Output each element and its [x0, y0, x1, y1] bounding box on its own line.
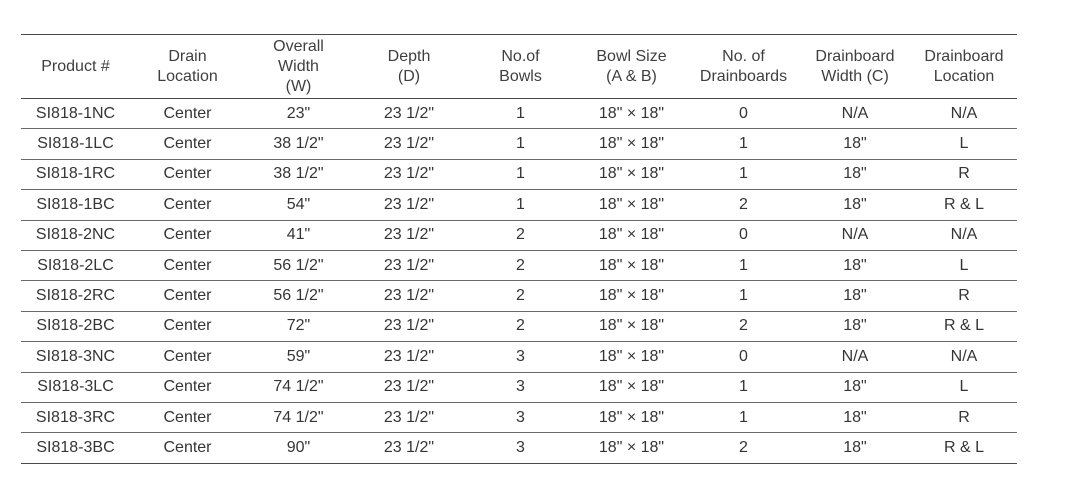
- cell-depth: 23 1/2": [352, 220, 466, 250]
- cell-drain-location: Center: [130, 311, 245, 341]
- column-header-bowl-size: [575, 35, 688, 99]
- cell-bowl-size: 18" × 18": [575, 220, 688, 250]
- cell-drain-location: Center: [130, 281, 245, 311]
- cell-drainboard-location: R & L: [911, 311, 1017, 341]
- column-header-number-of-drainboards: [688, 35, 799, 99]
- cell-drain-location: Center: [130, 99, 245, 129]
- cell-drain-location: Center: [130, 220, 245, 250]
- column-header-text: Depth: [387, 47, 431, 65]
- cell-bowl-size: 18" × 18": [575, 433, 688, 463]
- cell-depth: 23 1/2": [352, 433, 466, 463]
- cell-product-number: SI818-2NC: [21, 220, 130, 250]
- cell-product-number: SI818-1RC: [21, 159, 130, 189]
- cell-product-number: SI818-2RC: [21, 281, 130, 311]
- cell-number-of-bowls: 1: [466, 129, 575, 159]
- cell-drainboard-width: 18": [799, 190, 911, 220]
- cell-number-of-drainboards: 0: [688, 220, 799, 250]
- cell-drain-location: Center: [130, 402, 245, 432]
- cell-bowl-size: 18" × 18": [575, 281, 688, 311]
- cell-bowl-size: 18" × 18": [575, 129, 688, 159]
- cell-number-of-drainboards: 0: [688, 342, 799, 372]
- column-header-text: (A & B): [606, 67, 657, 85]
- cell-drainboard-location: R: [911, 159, 1017, 189]
- cell-bowl-size: 18" × 18": [575, 250, 688, 280]
- cell-number-of-bowls: 3: [466, 372, 575, 402]
- cell-bowl-size: 18" × 18": [575, 311, 688, 341]
- cell-drain-location: Center: [130, 342, 245, 372]
- table-row: [21, 402, 1017, 432]
- cell-depth: 23 1/2": [352, 281, 466, 311]
- cell-depth: 23 1/2": [352, 311, 466, 341]
- column-header-text: Width: [278, 57, 319, 75]
- table-row: [21, 311, 1017, 341]
- cell-product-number: SI818-2BC: [21, 311, 130, 341]
- cell-drainboard-width: N/A: [799, 342, 911, 372]
- cell-drainboard-location: L: [911, 250, 1017, 280]
- column-header-text: Product #: [41, 57, 110, 75]
- cell-product-number: SI818-3NC: [21, 342, 130, 372]
- cell-drainboard-location: R & L: [911, 190, 1017, 220]
- cell-overall-width: 38 1/2": [245, 159, 352, 189]
- cell-overall-width: 23": [245, 99, 352, 129]
- column-header-text: (D): [397, 67, 421, 85]
- cell-depth: 23 1/2": [352, 402, 466, 432]
- cell-number-of-bowls: 3: [466, 402, 575, 432]
- table-row: [21, 433, 1017, 463]
- cell-overall-width: 41": [245, 220, 352, 250]
- column-header-text: Overall: [273, 37, 324, 55]
- cell-depth: 23 1/2": [352, 159, 466, 189]
- cell-depth: 23 1/2": [352, 129, 466, 159]
- cell-drain-location: Center: [130, 250, 245, 280]
- cell-drainboard-location: R & L: [911, 433, 1017, 463]
- cell-drain-location: Center: [130, 190, 245, 220]
- cell-number-of-drainboards: 1: [688, 372, 799, 402]
- column-header-text: Width (C): [821, 67, 889, 85]
- cell-product-number: SI818-1LC: [21, 129, 130, 159]
- cell-bowl-size: 18" × 18": [575, 402, 688, 432]
- cell-number-of-bowls: 1: [466, 190, 575, 220]
- column-header-text: Location: [933, 67, 995, 85]
- cell-drainboard-width: 18": [799, 402, 911, 432]
- cell-number-of-bowls: 1: [466, 159, 575, 189]
- cell-overall-width: 72": [245, 311, 352, 341]
- column-header-text: Bowls: [499, 67, 542, 85]
- cell-drain-location: Center: [130, 433, 245, 463]
- column-header-text: Location: [157, 67, 218, 85]
- cell-depth: 23 1/2": [352, 250, 466, 280]
- cell-bowl-size: 18" × 18": [575, 159, 688, 189]
- cell-overall-width: 90": [245, 433, 352, 463]
- cell-drainboard-location: N/A: [911, 342, 1017, 372]
- cell-number-of-bowls: 1: [466, 99, 575, 129]
- cell-bowl-size: 18" × 18": [575, 372, 688, 402]
- column-header-depth: [352, 35, 466, 99]
- cell-drainboard-width: 18": [799, 372, 911, 402]
- column-header-drainboard-location: [911, 35, 1017, 99]
- cell-drainboard-width: 18": [799, 159, 911, 189]
- table-header: [21, 35, 1017, 99]
- table-row: [21, 250, 1017, 280]
- cell-number-of-drainboards: 2: [688, 433, 799, 463]
- cell-depth: 23 1/2": [352, 372, 466, 402]
- column-header-number-of-bowls: [466, 35, 575, 99]
- column-header-text: Drain: [168, 47, 207, 65]
- cell-number-of-drainboards: 0: [688, 99, 799, 129]
- cell-overall-width: 38 1/2": [245, 129, 352, 159]
- table-body: [21, 99, 1017, 464]
- cell-drainboard-width: 18": [799, 311, 911, 341]
- cell-bowl-size: 18" × 18": [575, 99, 688, 129]
- cell-overall-width: 56 1/2": [245, 281, 352, 311]
- column-header-text: Drainboards: [699, 67, 788, 85]
- cell-number-of-drainboards: 2: [688, 311, 799, 341]
- table-row: [21, 220, 1017, 250]
- cell-drainboard-location: L: [911, 129, 1017, 159]
- cell-number-of-drainboards: 2: [688, 190, 799, 220]
- cell-number-of-bowls: 2: [466, 311, 575, 341]
- cell-number-of-bowls: 2: [466, 220, 575, 250]
- cell-number-of-drainboards: 1: [688, 250, 799, 280]
- cell-overall-width: 74 1/2": [245, 372, 352, 402]
- cell-depth: 23 1/2": [352, 190, 466, 220]
- cell-product-number: SI818-1NC: [21, 99, 130, 129]
- cell-number-of-drainboards: 1: [688, 159, 799, 189]
- cell-drainboard-width: N/A: [799, 99, 911, 129]
- column-header-overall-width: [245, 35, 352, 99]
- cell-depth: 23 1/2": [352, 342, 466, 372]
- product-spec-table: [21, 34, 1017, 464]
- cell-bowl-size: 18" × 18": [575, 190, 688, 220]
- table-row: [21, 281, 1017, 311]
- column-header-text: Bowl Size: [596, 47, 667, 65]
- column-header-drain-location: [130, 35, 245, 99]
- column-header-text: No. of: [722, 47, 765, 65]
- header-row: [21, 35, 1017, 99]
- column-header-text: Drainboard: [815, 47, 895, 65]
- cell-number-of-drainboards: 1: [688, 129, 799, 159]
- column-header-text: No.of: [501, 47, 540, 65]
- column-header-drainboard-width: [799, 35, 911, 99]
- column-header-text: Drainboard: [924, 47, 1004, 65]
- cell-overall-width: 56 1/2": [245, 250, 352, 280]
- cell-drainboard-width: 18": [799, 433, 911, 463]
- cell-overall-width: 54": [245, 190, 352, 220]
- cell-number-of-bowls: 3: [466, 433, 575, 463]
- cell-number-of-drainboards: 1: [688, 402, 799, 432]
- cell-number-of-bowls: 2: [466, 250, 575, 280]
- cell-drainboard-width: N/A: [799, 220, 911, 250]
- table-row: [21, 342, 1017, 372]
- cell-drainboard-location: L: [911, 372, 1017, 402]
- table-row: [21, 372, 1017, 402]
- cell-depth: 23 1/2": [352, 99, 466, 129]
- table-row: [21, 159, 1017, 189]
- cell-drainboard-width: 18": [799, 250, 911, 280]
- cell-product-number: SI818-3RC: [21, 402, 130, 432]
- cell-product-number: SI818-1BC: [21, 190, 130, 220]
- cell-overall-width: 59": [245, 342, 352, 372]
- cell-number-of-bowls: 2: [466, 281, 575, 311]
- column-header-product-number: [21, 35, 130, 99]
- table-row: [21, 99, 1017, 129]
- cell-drainboard-width: 18": [799, 281, 911, 311]
- cell-product-number: SI818-2LC: [21, 250, 130, 280]
- cell-number-of-drainboards: 1: [688, 281, 799, 311]
- cell-product-number: SI818-3BC: [21, 433, 130, 463]
- cell-number-of-bowls: 3: [466, 342, 575, 372]
- cell-drain-location: Center: [130, 129, 245, 159]
- cell-drainboard-location: N/A: [911, 99, 1017, 129]
- cell-overall-width: 74 1/2": [245, 402, 352, 432]
- column-header-text: (W): [285, 77, 312, 95]
- cell-drainboard-location: N/A: [911, 220, 1017, 250]
- cell-bowl-size: 18" × 18": [575, 342, 688, 372]
- cell-drainboard-location: R: [911, 281, 1017, 311]
- table-row: [21, 190, 1017, 220]
- cell-drain-location: Center: [130, 372, 245, 402]
- cell-drainboard-location: R: [911, 402, 1017, 432]
- cell-drainboard-width: 18": [799, 129, 911, 159]
- table-row: [21, 129, 1017, 159]
- cell-product-number: SI818-3LC: [21, 372, 130, 402]
- cell-drain-location: Center: [130, 159, 245, 189]
